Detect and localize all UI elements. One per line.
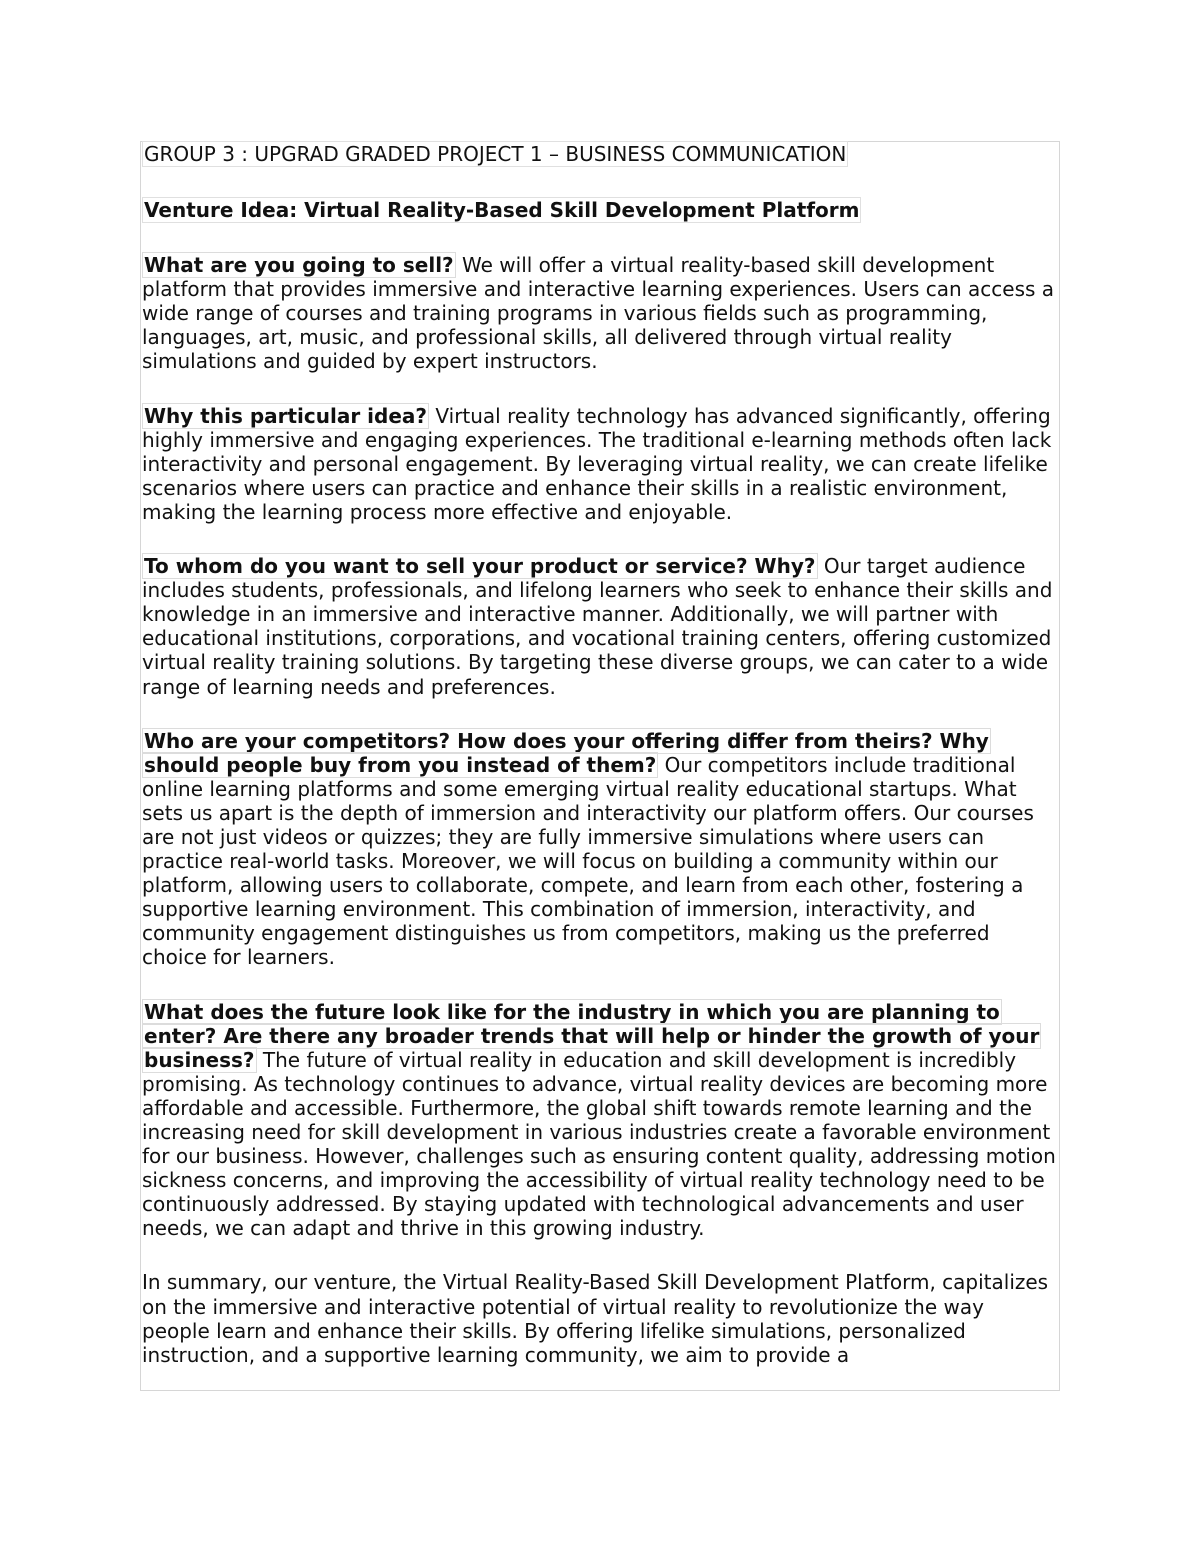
section-competitors (142, 729, 1058, 970)
section-future (142, 1000, 1058, 1241)
venture-heading: Venture Idea: Virtual Reality-Based Skill Development Platform (144, 198, 860, 222)
question-competitors: Who are your competitors? How does your offering differ from theirs? Why should people buy from you instead of them? (144, 728, 989, 777)
section-why-idea (142, 404, 1058, 524)
document-body (142, 141, 1058, 1367)
summary-paragraph: In summary, our venture, the Virtual Reality-Based Skill Development Platform, capitalizes on the immersive and interactive potential of virtual reality to revolutionize the way people learn and enhance their skills. By offering lifelike simulations, personalized instruction, and a supportive learning community, we aim to provide a (142, 1270, 1049, 1367)
answer-audience: Our target audience includes students, professionals, and lifelong learners who seek to enhance their skills and knowledge in an immersive and interactive manner. Additionally, we will partner with educational institutions, corporations, and vocational training centers, offering customized virtual reality training solutions. By targeting these diverse groups, we can cater to a wide range of learning needs and preferences. (142, 554, 1053, 699)
section-audience (142, 554, 1058, 699)
answer-sell: We will offer a virtual reality-based skill development platform that provides immersive and interactive learning experiences. Users can access a wide range of courses and training programs in various fields such as programming, languages, art, music, and professional skills, all delivered through virtual reality simulations and guided by expert instructors. (142, 253, 1055, 374)
document-title: GROUP 3 : UPGRAD GRADED PROJECT 1 – BUSINESS COMMUNICATION (144, 142, 847, 166)
answer-competitors: Our competitors include traditional online learning platforms and some emerging virtual reality educational startups. What sets us apart is the depth of immersion and interactivity our platform offers. Our courses are not just videos or quizzes; they are fully immersive simulations where users can practice real-world tasks. Moreover, we will focus on building a community within our platform, allowing users to collaborate, compete, and learn from each other, fostering a supportive learning environment. This combination of immersion, interactivity, and community engagement distinguishes us from competitors, making us the preferred choice for learners. (142, 752, 1034, 970)
answer-why-idea: Virtual reality technology has advanced significantly, offering highly immersive and engaging experiences. The traditional e-learning methods often lack interactivity and personal engagement. By leveraging virtual reality, we can create lifelike scenarios where users can practice and enhance their skills in a realistic environment, making the learning process more effective and enjoyable. (142, 403, 1052, 524)
question-audience: To whom do you want to sell your product or service? Why? (144, 554, 816, 579)
question-sell: What are you going to sell? (144, 253, 454, 278)
answer-future: The future of virtual reality in education and skill development is incredibly promising. As technology continues to advance, virtual reality devices are becoming more affordable and accessible. Furthermore, the global shift towards remote learning and the increasing need for skill development in various industries create a favorable environment for our business. However, challenges such as ensuring content quality, addressing motion sickness concerns, and improving the accessibility of virtual reality technology need to be continuously addressed. By staying updated with technological advancements and user needs, we can adapt and thrive in this growing industry. (142, 1047, 1056, 1241)
question-why-idea: Why this particular idea? (144, 403, 428, 428)
question-future: What does the future look like for the industry in which you are planning to enter? Are there any broader trends that will help or hinder the growth of your business? (144, 999, 1040, 1072)
section-sell (142, 253, 1058, 373)
